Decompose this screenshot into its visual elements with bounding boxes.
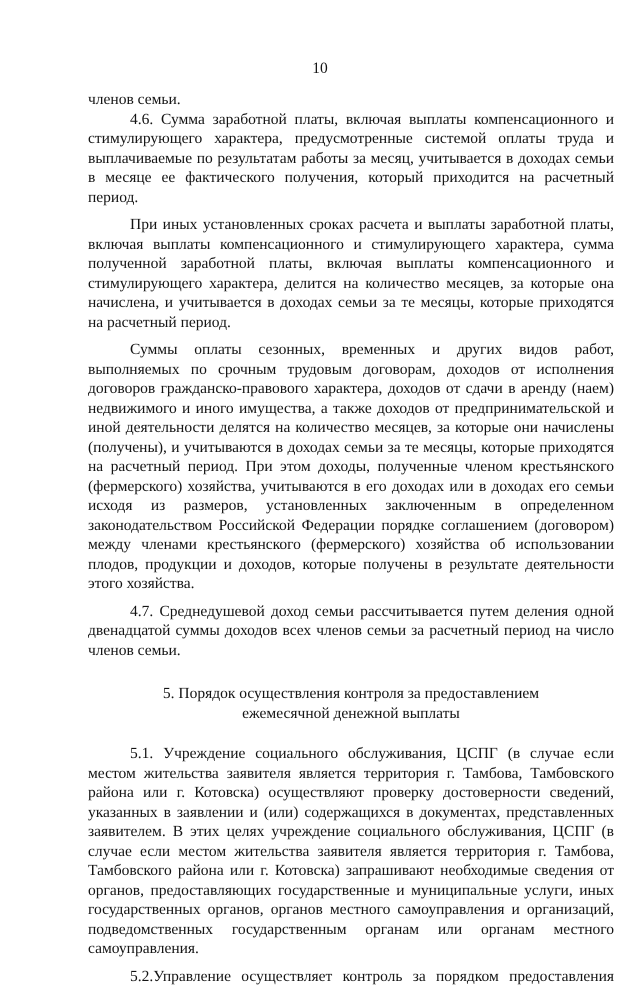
paragraph-continuation: членов семьи. bbox=[88, 90, 614, 110]
paragraph-5-2: 5.2.Управление осуществляет контроль за порядком предоставления bbox=[88, 967, 614, 986]
paragraph-5-1: 5.1. Учреждение социального обслуживания, ЦСПГ (в случае если местом жительства заявителя является территория г. Тамбова, Тамбовского района или г. Котовска) осуществляют проверку достоверности сведений, указанных в заявлении и (или) содержащихся в документах, представленных заявителем. В этих целях учреждение социального обслуживания, ЦСПГ (в случае если местом жительства заявителя является территория г. Тамбова, Тамбовского района или г. Котовска) запрашивают необходимые сведения от органов, предоставляющих государственные и муниципальные услуги, иных государственных органов, органов местного самоуправления и организаций, подведомственных государственным органам или органам местного самоуправления. bbox=[88, 744, 614, 959]
section-heading bbox=[88, 684, 614, 724]
paragraph-4-6: 4.6. Сумма заработной платы, включая выплаты компенсационного и стимулирующего характера, предусмотренные системой оплаты труда и выплачиваемые по результатам работы за месяц, учитывается в доходах семьи в месяце ее фактического получения, который приходится на расчетный период. bbox=[88, 110, 614, 208]
paragraph-salary-terms: При иных установленных сроках расчета и выплаты заработной платы, включая выплаты компенсационного и стимулирующего характера, сумма полученной заработной платы, включая выплаты компенсационного и стимулирующего характера, делится на количество месяцев, за которые она начислена, и учитывается в доходах семьи за те месяцы, которые приходятся на расчетный период. bbox=[88, 215, 614, 332]
document-body bbox=[88, 90, 614, 986]
section-heading-line-2: ежемесячной денежной выплаты bbox=[88, 704, 614, 724]
paragraph-seasonal-income: Суммы оплаты сезонных, временных и других видов работ, выполняемых по срочным трудовым договорам, доходов от исполнения договоров гражданско-правового характера, доходов от сдачи в аренду (наем) недвижимого и иного имущества, а также доходов от предпринимательской и иной деятельности делятся на количество месяцев, за которые они начислены (получены), и учитываются в доходах семьи за те месяцы, которые приходятся на расчетный период. При этом доходы, полученные членом крестьянского (фермерского) хозяйства, учитываются в его доходах или в доходах его семьи исходя из размеров, установленных заключенным в определенном законодательством Российской Федерации порядке соглашением (договором) между членами крестьянского (фермерского) хозяйства об использовании плодов, продукции и доходов, которые получены в результате деятельности этого хозяйства. bbox=[88, 340, 614, 594]
paragraph-4-7: 4.7. Среднедушевой доход семьи рассчитывается путем деления одной двенадцатой суммы доходов всех членов семьи за расчетный период на число членов семьи. bbox=[88, 602, 614, 661]
section-heading-line-1: 5. Порядок осуществления контроля за предоставлением bbox=[88, 684, 614, 704]
page-number: 10 bbox=[0, 60, 640, 78]
